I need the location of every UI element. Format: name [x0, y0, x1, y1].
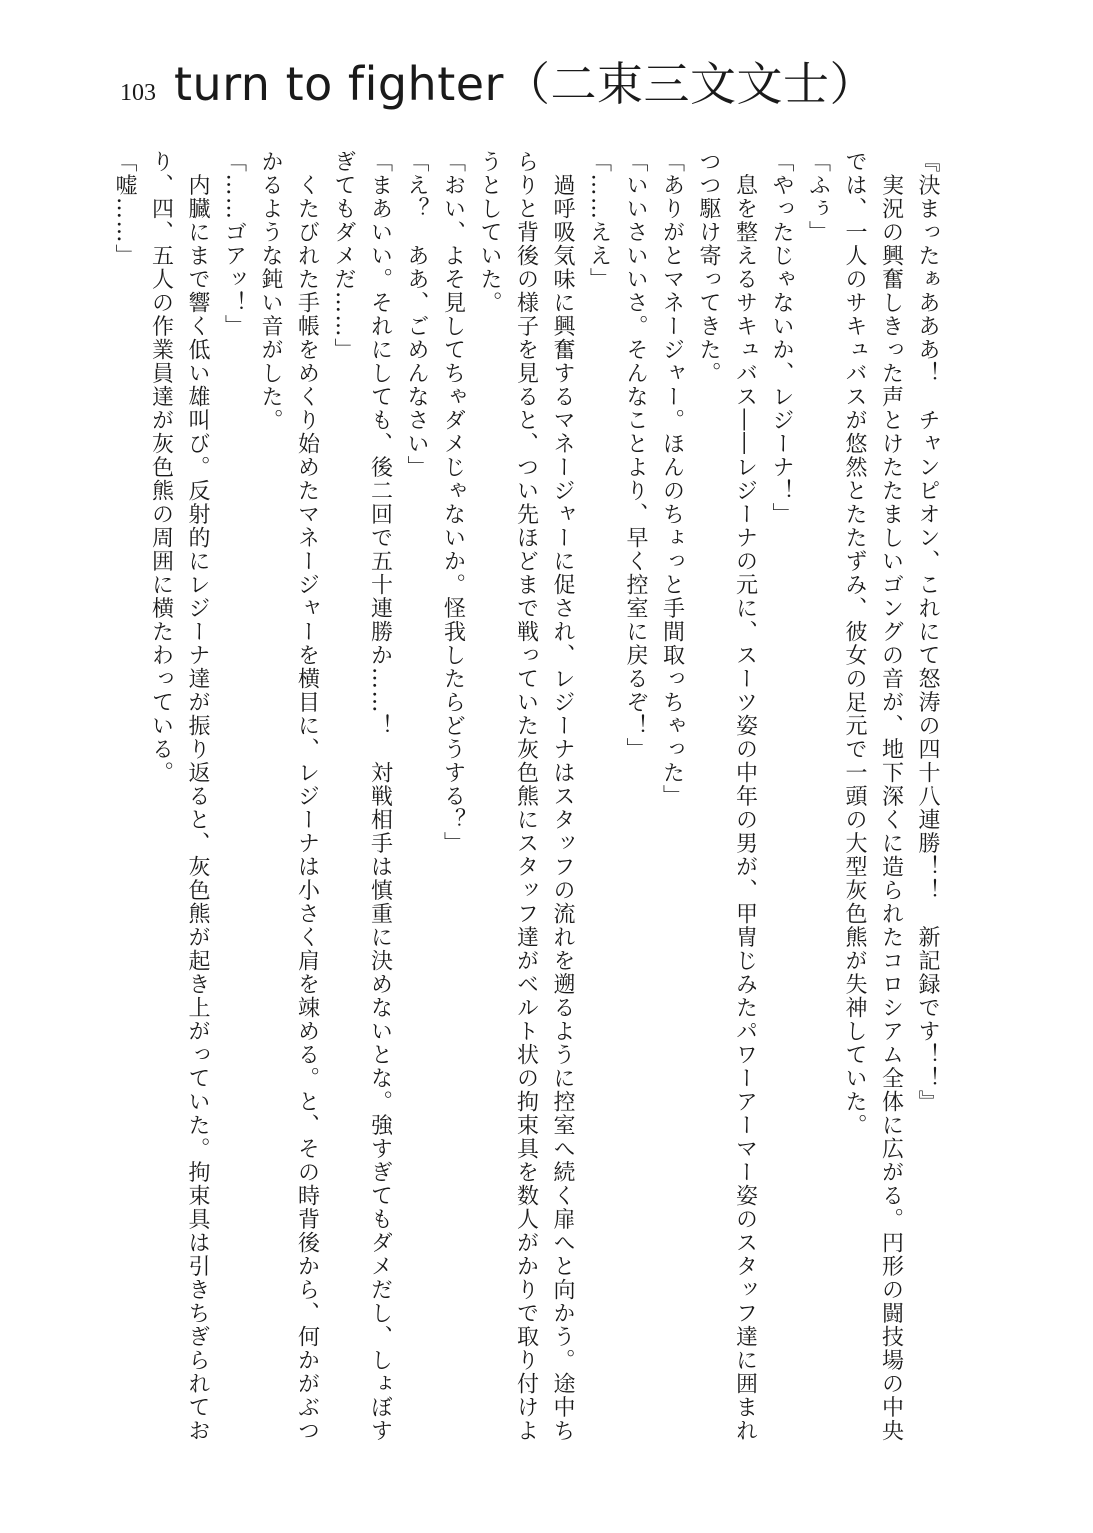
page-header	[120, 48, 876, 114]
paragraph: 「いいさいいさ。そんなことより、早く控室に戻るぞ！」	[623, 150, 648, 761]
paragraph: 「まあいい。それにしても、後二回で五十連勝か……！ 対戦相手は慎重に決めないとな。強すぎてもダメだし、しょぼすぎてもダメだ……」	[331, 150, 393, 1443]
chapter-title: turn to fighter（二束三文文士）	[174, 57, 876, 111]
paragraph: 「え？ ああ、ごめんなさい」	[404, 150, 429, 479]
paragraph: 内臓にまで響く低い雄叫び。反射的にレジーナ達が振り返ると、灰色熊が起き上がっていた。拘束具は引きちぎられており、四、五人の作業員達が灰色熊の周囲に横たわっている。	[148, 150, 210, 1443]
paragraph: 「やったじゃないか、レジーナ！」	[769, 150, 794, 526]
paragraph: 『決まったぁあああ！ チャンピオン、これにて怒涛の四十八連勝！！ 新記録です！！』	[915, 150, 940, 1114]
paragraph: 実況の興奮しきった声とけたたましいゴングの音が、地下深くに造られたコロシアム全体に広がる。円形の闘技場の中央では、一人のサキュバスが悠然とたたずみ、彼女の足元で一頭の大型灰色熊が失神していた。	[842, 150, 904, 1443]
paragraph: 「嘘……」	[112, 150, 137, 268]
paragraph: 過呼吸気味に興奮するマネージャーに促され、レジーナはスタッフの流れを遡るように控室へ続く扉へと向かう。途中ちらりと背後の様子を見ると、つい先ほどまで戦っていた灰色熊にスタッフ達がベルト状の拘束具を数人がかりで取り付けようとしていた。	[477, 150, 575, 1443]
paragraph: 「ふぅ」	[805, 150, 831, 244]
paragraph: 息を整えるサキュバス――レジーナの元に、スーツ姿の中年の男が、甲冑じみたパワーアーマー姿のスタッフ達に囲まれつつ駆け寄ってきた。	[696, 150, 758, 1443]
paragraph: 「……ゴアッ！」	[221, 150, 247, 338]
paragraph: くたびれた手帳をめくり始めたマネージャーを横目に、レジーナは小さく肩を竦める。と、その時背後から、何かがぶつかるような鈍い音がした。	[258, 150, 320, 1443]
paragraph: 「ありがとマネージャー。ほんのちょっと手間取っちゃった」	[659, 150, 685, 808]
page-number: 103	[120, 80, 156, 106]
paragraph: 「……ええ」	[586, 150, 612, 291]
paragraph: 「おい、よそ見してちゃダメじゃないか。怪我したらどうする？」	[440, 150, 466, 855]
vertical-body-text	[112, 150, 945, 1460]
